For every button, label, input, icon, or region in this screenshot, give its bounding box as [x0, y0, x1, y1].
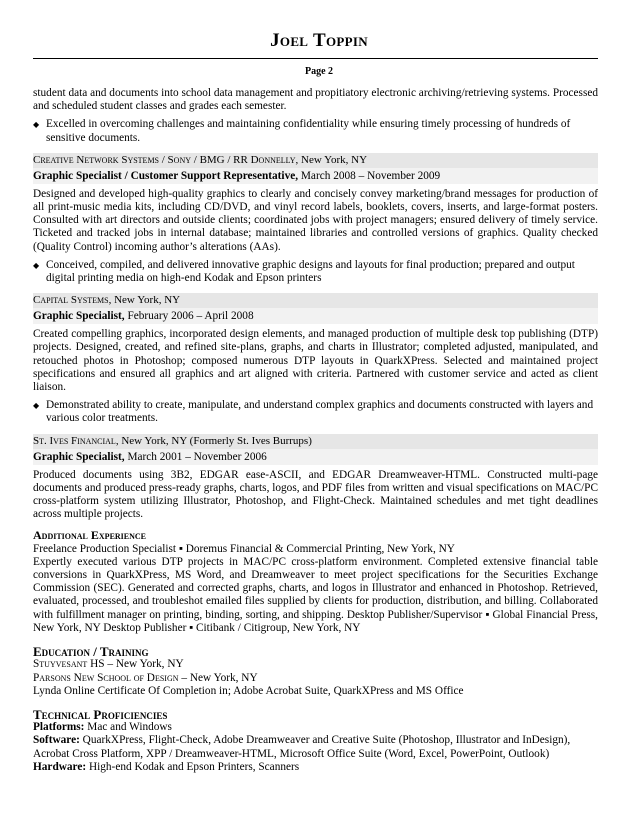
- job-bullet: [33, 399, 598, 425]
- job-company: Creative Network Systems / Sony / BMG / RR Donnelly: [33, 153, 296, 166]
- job-bullet-text: Conceived, compiled, and delivered innovative graphic designs and layouts for final production; prepared and output digital printing media on high-end Kodak and Epson printers: [46, 258, 575, 285]
- job-company-bar: [33, 153, 598, 168]
- job-company: Capital Systems: [33, 294, 109, 307]
- intro-text: student data and documents into school data management and propitiatory electronic archiving/retrieving systems. Processed and scheduled student classes and grades each semester.: [33, 87, 598, 113]
- job-location: , New York, NY: [295, 153, 368, 166]
- diamond-bullet-icon: ◆: [33, 260, 40, 270]
- job-description: Designed and developed high-quality graphics to clearly and concisely convey marketing/brand messages for production of all print-music media kits, including CD/DVD, and vinyl record labels, booklets, covers, inserts, and large-format posters. Consulted with art directors and outside clients; coordinated jobs with project managers; ensured delivery of timely service. Ticketed and tracked jobs in internal database; maintained libraries and controlled versions of graphics. Quality checked (Quality Control) incoming author’s alterations (AAs).: [33, 187, 598, 253]
- job-title-line: [33, 449, 598, 465]
- header-divider: [33, 58, 598, 59]
- hardware-line: [33, 761, 598, 774]
- job-dates: March 2001 – November 2006: [124, 450, 267, 463]
- education-line: [33, 658, 598, 671]
- job-description: Produced documents using 3B2, EDGAR ease-ASCII, and EDGAR Dreamweaver-HTML. Constructed multi-page documents and produced press-ready graphs, charts, logos, and PDF files from written and visual specifications on MAC/PC cross-platform system utilizing Illustrator, Photoshop, and Flight-Check. Maintained schedules and met tight deadlines across multiple projects.: [33, 468, 598, 521]
- job-title-line: [33, 168, 598, 184]
- resume-content: [33, 87, 598, 774]
- job-description: Created compelling graphics, incorporated design elements, and managed production of multiple desk top publishing (DTP) projects. Designed, created, and refined site-plans, graphs, and charts in Illustrator; completed adjusted, manipulated, and retouched photos in Photoshop; composed numerous DTP layouts in QuarkXPress. Selected and maintained project specifications and ensured all graphics and art aligned with criteria. Partnered with customer service and acted as client liaison.: [33, 328, 598, 394]
- candidate-name: Joel Toppin: [270, 30, 368, 51]
- intro-bullet: [33, 118, 598, 144]
- education-school: Stuyvesant HS: [33, 658, 105, 671]
- intro-bullet-text: Excelled in overcoming challenges and maintaining confidentiality while ensuring timely processing of hundreds of sensitive documents.: [46, 118, 571, 144]
- job-dates: February 2006 – April 2008: [124, 310, 254, 323]
- diamond-bullet-icon: ◆: [33, 401, 40, 411]
- education-certificate: Lynda Online Certificate Of Completion in; Adobe Acrobat Suite, QuarkXPress and MS Office: [33, 684, 464, 697]
- job-company: St. Ives Financial: [33, 434, 116, 447]
- technical-heading: Technical Proficiencies: [33, 706, 168, 722]
- job-dates: March 2008 – November 2009: [298, 169, 441, 182]
- page-number: Page 2: [304, 66, 334, 77]
- software-line: [33, 734, 598, 760]
- job-bullet-text: Demonstrated ability to create, manipulate, and understand complex graphics and documents constructed with layers and various color treatments.: [46, 399, 594, 425]
- job-bullet: [33, 259, 598, 285]
- job-title: Graphic Specialist,: [33, 310, 125, 323]
- hardware-label: Hardware:: [33, 760, 87, 773]
- platforms-value: Mac and Windows: [84, 721, 172, 734]
- additional-text: Expertly executed various DTP projects in MAC/PC cross-platform environment. Completed extensive financial table conversions in QuarkXPress, MS Word, and Dreamweaver to meet project specifications for the Securities Exchange Commission (SEC). Generated and corrected graphs, charts, and logos in Illustrator and enhanced in Photoshop. Retrieved, evaluated, processed, and troubleshot emailed files supplied by clients for production, distribution, and billing. Collaborated with fulfillment manager on printing, binding, sorting, and shipping. Desktop Publisher/Supervisor ▪ Global Financial Press, New York, NY Desktop Publisher ▪ Citibank / Citigroup, New York, NY: [33, 555, 598, 634]
- education-location: – New York, NY: [104, 658, 184, 671]
- education-heading: Education / Training: [33, 644, 149, 660]
- hardware-value: High-end Kodak and Epson Printers, Scanners: [86, 760, 300, 773]
- job-company-bar: [33, 293, 598, 308]
- education-location: – New York, NY: [178, 671, 258, 684]
- job-location: , New York, NY: [108, 294, 181, 307]
- diamond-bullet-icon: ◆: [33, 120, 40, 130]
- job-title: Graphic Specialist / Customer Support Representative,: [33, 169, 299, 182]
- additional-experience-heading: Additional Experience: [33, 528, 147, 543]
- software-label: Software:: [33, 734, 80, 747]
- education-line: [33, 672, 598, 685]
- additional-line: Freelance Production Specialist ▪ Doremus Financial & Commercial Printing, New York, NY: [33, 542, 455, 555]
- education-school: Parsons New School of Design: [33, 671, 179, 684]
- job-title-line: [33, 308, 598, 324]
- job-company-bar: [33, 434, 598, 449]
- job-title: Graphic Specialist,: [33, 450, 125, 463]
- platforms-label: Platforms:: [33, 721, 85, 734]
- software-value: QuarkXPress, Flight-Check, Adobe Dreamweaver and Creative Suite (Photoshop, Illustrator and InDesign), Acrobat Cross Platform, XPP / Dreamweaver-HTML, Microsoft Office Suite (Word, Excel, PowerPoint, Outlook): [33, 734, 571, 760]
- job-location: , New York, NY (Formerly St. Ives Burrups): [115, 434, 312, 447]
- platforms-line: [33, 721, 598, 734]
